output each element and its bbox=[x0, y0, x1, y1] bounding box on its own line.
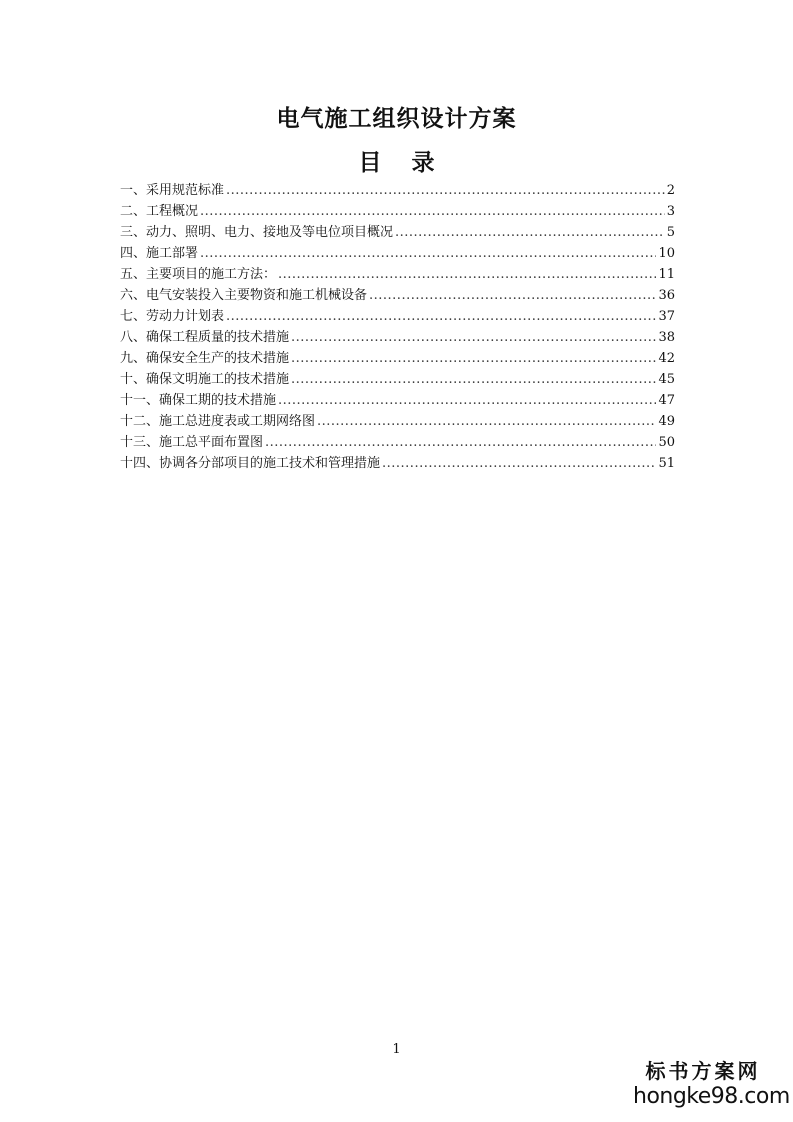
toc-leader-dots bbox=[226, 306, 656, 327]
toc-item-label: 十一、确保工期的技术措施 bbox=[120, 393, 277, 408]
toc-item-label: 十四、协调各分部项目的施工技术和管理措施 bbox=[120, 456, 381, 471]
toc-heading-char-2: 录 bbox=[411, 149, 435, 176]
toc-item-page: 10 bbox=[658, 246, 675, 261]
toc-item[interactable] bbox=[120, 180, 675, 201]
toc-leader-dots bbox=[278, 264, 656, 285]
toc-item-page: 5 bbox=[666, 225, 675, 240]
toc-item-page: 36 bbox=[658, 288, 675, 303]
toc-item[interactable] bbox=[120, 264, 675, 285]
toc-item[interactable] bbox=[120, 285, 675, 306]
toc-item[interactable] bbox=[120, 348, 675, 369]
toc-item-label: 十三、施工总平面布置图 bbox=[120, 435, 264, 450]
toc-item-label: 七、劳动力计划表 bbox=[120, 309, 225, 324]
toc-item-page: 3 bbox=[666, 204, 675, 219]
toc-item-label: 十二、施工总进度表或工期网络图 bbox=[120, 414, 316, 429]
toc-item-label: 二、工程概况 bbox=[120, 204, 199, 219]
toc-leader-dots bbox=[226, 180, 665, 201]
toc-item[interactable] bbox=[120, 390, 675, 411]
toc-list bbox=[120, 180, 675, 474]
toc-item-page: 51 bbox=[658, 456, 675, 471]
toc-item[interactable] bbox=[120, 369, 675, 390]
watermark-site-name: 标书方案网 bbox=[645, 1059, 761, 1083]
toc-item[interactable] bbox=[120, 222, 675, 243]
toc-leader-dots bbox=[395, 222, 665, 243]
toc-item[interactable] bbox=[120, 243, 675, 264]
watermark-domain: hongke98.com bbox=[633, 1084, 790, 1109]
toc-item-page: 37 bbox=[658, 309, 675, 324]
toc-item-page: 42 bbox=[658, 351, 675, 366]
toc-item-label: 五、主要项目的施工方法： bbox=[120, 267, 277, 282]
toc-leader-dots bbox=[291, 369, 656, 390]
toc-leader-dots bbox=[200, 201, 665, 222]
page-number: 1 bbox=[392, 1042, 401, 1057]
toc-heading bbox=[0, 144, 793, 177]
toc-leader-dots bbox=[291, 327, 656, 348]
toc-item-label: 六、电气安装投入主要物资和施工机械设备 bbox=[120, 288, 368, 303]
document-title: 电气施工组织设计方案 bbox=[276, 105, 517, 132]
toc-item[interactable] bbox=[120, 432, 675, 453]
toc-item-page: 2 bbox=[666, 183, 675, 198]
toc-item-label: 一、采用规范标准 bbox=[120, 183, 225, 198]
toc-item[interactable] bbox=[120, 306, 675, 327]
toc-item-page: 38 bbox=[658, 330, 675, 345]
toc-leader-dots bbox=[317, 411, 656, 432]
toc-item[interactable] bbox=[120, 411, 675, 432]
toc-leader-dots bbox=[291, 348, 656, 369]
toc-item[interactable] bbox=[120, 201, 675, 222]
toc-leader-dots bbox=[200, 243, 656, 264]
toc-item[interactable] bbox=[120, 327, 675, 348]
toc-item-page: 47 bbox=[658, 393, 675, 408]
toc-item-label: 十、确保文明施工的技术措施 bbox=[120, 372, 290, 387]
toc-leader-dots bbox=[278, 390, 656, 411]
toc-item-page: 49 bbox=[658, 414, 675, 429]
toc-leader-dots bbox=[265, 432, 656, 453]
toc-item-page: 11 bbox=[658, 267, 675, 282]
toc-leader-dots bbox=[382, 453, 656, 474]
toc-item[interactable] bbox=[120, 453, 675, 474]
toc-item-page: 45 bbox=[658, 372, 675, 387]
toc-item-label: 三、动力、照明、电力、接地及等电位项目概况 bbox=[120, 225, 394, 240]
toc-item-label: 九、确保安全生产的技术措施 bbox=[120, 351, 290, 366]
toc-leader-dots bbox=[369, 285, 656, 306]
toc-item-label: 八、确保工程质量的技术措施 bbox=[120, 330, 290, 345]
watermark-logo bbox=[633, 1058, 790, 1110]
toc-item-label: 四、施工部署 bbox=[120, 246, 199, 261]
toc-heading-char-1: 目 bbox=[358, 149, 382, 176]
toc-item-page: 50 bbox=[658, 435, 675, 450]
